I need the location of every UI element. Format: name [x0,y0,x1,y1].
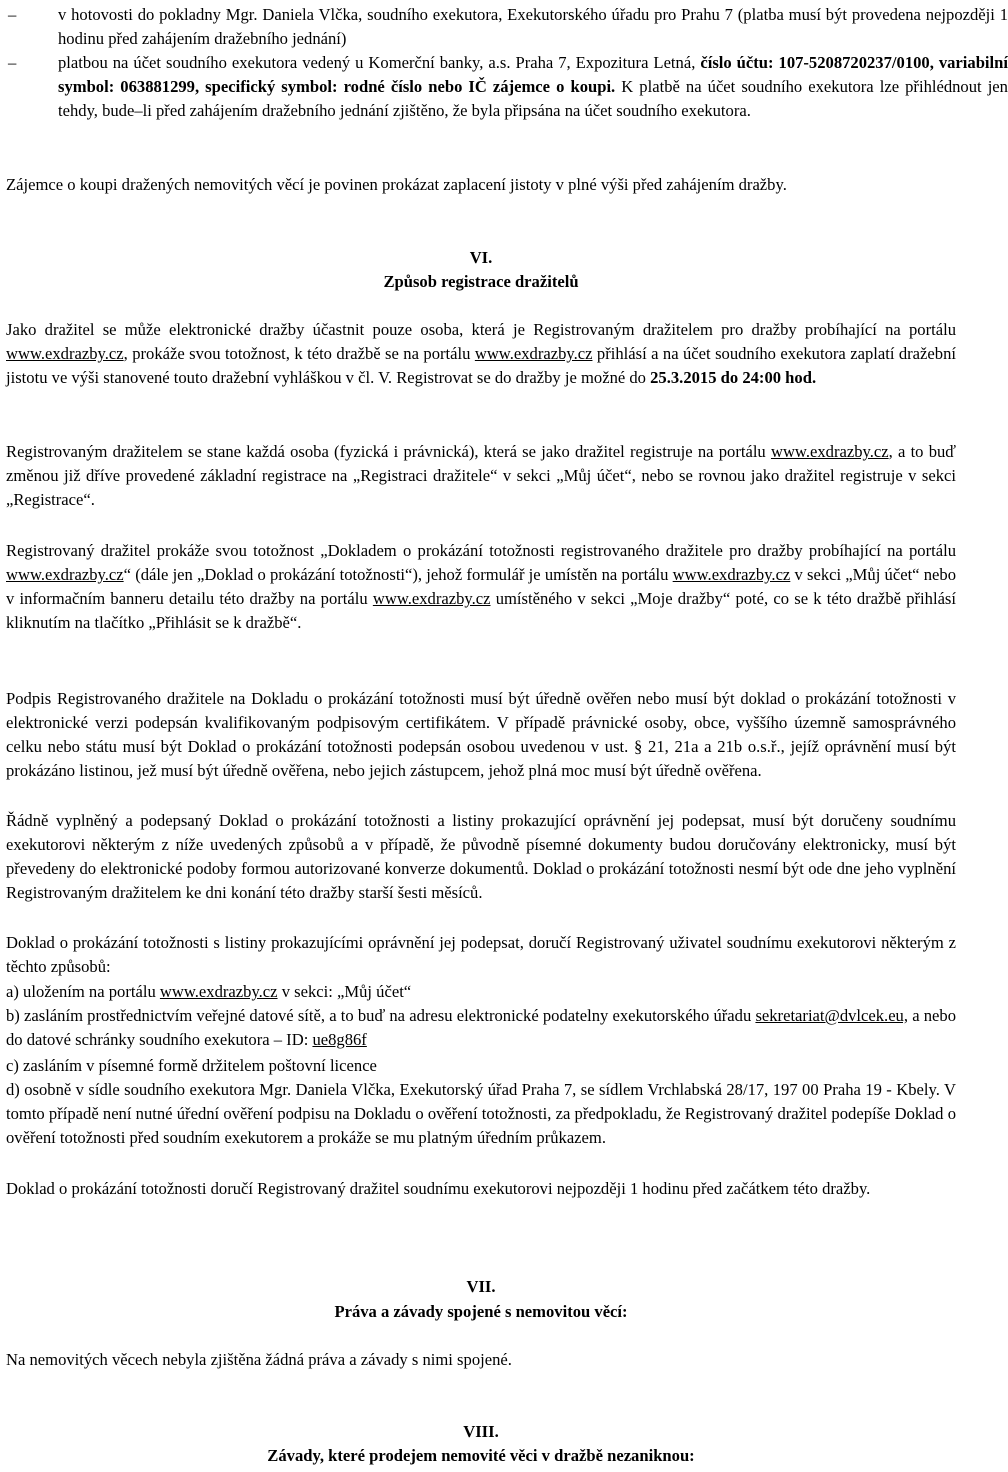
text: přihlásí a na účet soudního exekutora zaplatí dražební jistotu ve výši stanovené touto dražební vyhláškou v čl. V. Registrovat se do dražby je možné do [6,344,956,387]
zajemce-paragraph: Zájemce o koupi dražených nemovitých věcí je povinen prokázat zaplacení jistoty v plné výši před zahájením dražby. [6,175,787,194]
email-link[interactable]: sekretariat@dvlcek.eu, [755,1006,909,1025]
paragraph [6,539,956,635]
section-title: Práva a závady spojené s nemovitou věcí: [334,1302,628,1321]
section-title: Závady, které prodejem nemovité věci v dražbě nezaniknou: [267,1446,695,1465]
section-number: VII. [466,1277,496,1296]
text: “ (dále jen „Doklad o prokázání totožnosti“), jehož formulář je umístěn na portálu [123,565,673,584]
paragraph [6,440,956,512]
paragraph: Doklad o prokázání totožnosti s listiny prokazujícími oprávnění jej podepsat, doručí Registrovaný uživatel soudnímu exekutorovi některým z těchto způsobů: [6,933,956,976]
list-item [6,3,1008,51]
text: b) zasláním prostřednictvím veřejné datové sítě, a to buď na adresu elektronické podatelny exekutorského úřadu [6,1006,756,1025]
text: Registrovaným dražitelem se stane každá osoba (fyzická i právnická), která se jako dražitel registruje na portálu [6,442,771,461]
bullet-text: platbou na účet soudního exekutora vedený u Komerční banky, a.s. Praha 7, Expozitura Letná, [58,53,701,72]
delivery-option-a [6,980,956,1004]
paragraph [6,318,956,390]
section-number: VIII. [463,1422,499,1441]
bullet-text: v hotovosti do pokladny Mgr. Daniela Vlčka, soudního exekutora, Exekutorského úřadu pro Prahu 7 (platba musí být provedena nejpozději 1 hodinu před zahájením dražebního jednání) [58,5,1008,48]
text: a nebo do datové schránky soudního exekutora – ID: [6,1006,957,1049]
section-title: Způsob registrace dražitelů [383,272,579,291]
text: a) uložením na portálu [6,982,160,1001]
paragraph: Na nemovitých věcech nebyla zjištěna žádná práva a závady s nimi spojené. [6,1350,512,1369]
portal-link[interactable]: www.exdrazby.cz [6,565,124,584]
delivery-option-c: c) zasláním v písemné formě držitelem poštovní licence [6,1056,377,1075]
section-number: VI. [469,248,493,267]
text: Jako dražitel se může elektronické dražby účastnit pouze osoba, která je Registrovaným dražitelem pro dražby probíhající na portálu [6,320,956,339]
portal-link[interactable]: www.exdrazby.cz [474,344,593,363]
dash-bullet: – [8,53,17,72]
delivery-option-d: d) osobně v sídle soudního exekutora Mgr. Daniela Vlčka, Exekutorský úřad Praha 7, se sídlem Vrchlabská 28/17, 197 00 Praha 19 - Kbely. V tomto případě není nutné úřední ověření podpisu na Dokladu o ověření totožnosti, za předpokladu, že Registrovaný dražitel podepíše Doklad o ověření totožnosti před soudním exekutorem a prokáže se mu platným úředním průkazem. [6,1080,956,1147]
portal-link[interactable]: www.exdrazby.cz [672,565,791,584]
paragraph: Doklad o prokázání totožnosti doručí Registrovaný dražitel soudnímu exekutorovi nejpozději 1 hodinu před začátkem této dražby. [6,1179,871,1198]
list-item [6,51,1008,123]
portal-link[interactable]: www.exdrazby.cz [372,589,491,608]
bullet-text: K platbě na účet soudního exekutora lze přihlédnout jen tehdy, bude–li před zahájením dražebního jednání zjištěno, že byla připsána na účet soudního exekutora. [58,77,1008,120]
text: umístěného v sekci „Moje dražby“ poté, co se k této dražbě přihlásí kliknutím na tlačítko „Přihlásit se k dražbě“. [6,589,957,632]
paragraph: Podpis Registrovaného dražitele na Dokladu o prokázání totožnosti musí být úředně ověřen nebo musí být doklad o prokázání totožnosti v elektronické verzi podepsán kvalifikovaným podpisovým certifikátem. V případě právnické osoby, obce, vyššího územně samosprávného celku nebo státu musí být Doklad o prokázání totožnosti podepsán osobou uvedenou v ust. § 21, 21a a 21b o.s.ř., jejíž oprávnění musí být prokázáno listinou, jež musí být úředně ověřena, nebo jejich zástupcem, jehož plná moc musí být úředně ověřena. [6,689,956,780]
paragraph: Řádně vyplněný a podepsaný Doklad o prokázání totožnosti a listiny prokazující oprávnění jej podepsat, musí být doručeny soudnímu exekutorovi některým z níže uvedených způsobů a v případě, že původně písemné dokumenty budou doručovány elektronicky, musí být převedeny do elektronické podoby formou autorizované konverze dokumentů. Doklad o prokázání totožnosti nesmí být ode dne jeho vyplnění Registrovaným dražitelem ke dni konání této dražby starší šesti měsíců. [6,811,956,902]
text: , prokáže svou totožnost, k této dražbě se na portálu [123,344,475,363]
bank-account-details: číslo účtu: 107-5208720237/0100, variabilní symbol: 063881299, specifický symbol: rodné číslo nebo IČ zájemce o koupi. [58,53,1008,96]
dash-bullet: – [8,5,17,24]
text: Registrovaný dražitel prokáže svou totožnost „Dokladem o prokázání totožnosti registrovaného dražitele pro dražby probíhající na portálu [6,541,956,560]
text: , a to buď změnou již dříve provedené základní registrace na „Registraci dražitele“ v sekci „Můj účet“, nebo se rovnou jako dražitel registruje v sekci „Registrace“. [6,442,957,509]
portal-link[interactable]: www.exdrazby.cz [770,442,889,461]
portal-link[interactable]: www.exdrazby.cz [6,344,124,363]
registration-deadline: 25.3.2015 do 24:00 hod. [650,368,817,387]
delivery-option-b [6,1004,956,1052]
portal-link[interactable]: www.exdrazby.cz [159,982,278,1001]
text: v sekci: „Můj účet“ [277,982,412,1001]
data-box-id: ue8g86f [312,1030,367,1049]
text: v sekci „Můj účet“ nebo v informačním banneru detailu této dražby na portálu [6,565,957,608]
